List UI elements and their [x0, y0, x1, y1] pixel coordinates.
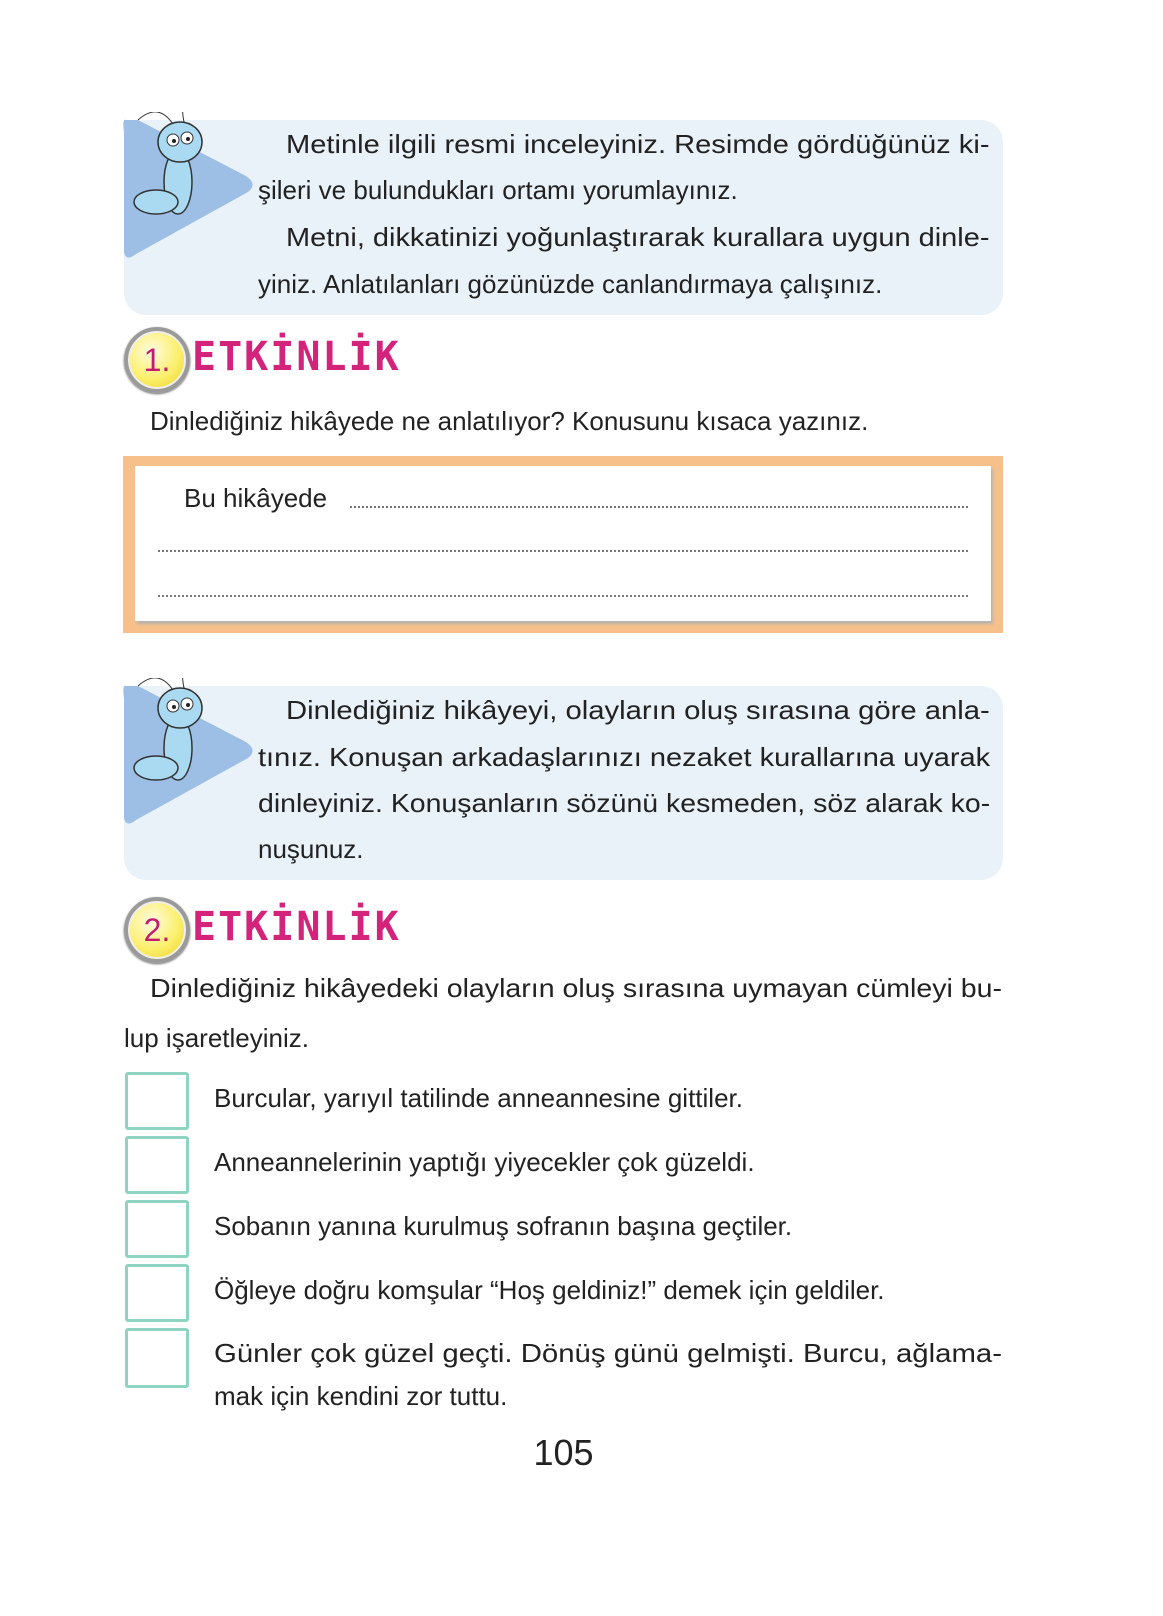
- option-text: Sobanın yanına kurulmuş sofranın başına geçtiler.: [214, 1211, 793, 1241]
- option-checkbox[interactable]: [125, 1072, 189, 1130]
- instruction-line: dinleyiniz. Konuşanların sözünü kesmeden, söz alarak ko-: [258, 788, 991, 818]
- activity-number-badge: 1.: [124, 327, 190, 393]
- answer-line[interactable]: [350, 506, 968, 508]
- answer-prefix: Bu hikâyede: [184, 483, 328, 513]
- instruction-line: Metinle ilgili resmi inceleyiniz. Resimde gördüğünüz ki-: [286, 129, 990, 159]
- option-text: Burcular, yarıyıl tatilinde anneannesine gittiler.: [214, 1083, 743, 1113]
- option-checkbox[interactable]: [125, 1264, 189, 1322]
- instruction-line: tınız. Konuşan arkadaşlarınızı nezaket kurallarına uyarak: [258, 742, 991, 772]
- option-checkbox[interactable]: [125, 1200, 189, 1258]
- activity-title: ETKİNLİK: [192, 904, 401, 950]
- activity-question: lup işaretleyiniz.: [124, 1023, 309, 1053]
- instruction-line: Metni, dikkatinizi yoğunlaştırarak kurallara uygun dinle-: [286, 222, 990, 252]
- instruction-line: Dinlediğiniz hikâyeyi, olayların oluş sırasına göre anla-: [286, 695, 990, 725]
- instruction-line: nuşunuz.: [258, 834, 364, 864]
- instruction-line: şileri ve bulundukları ortamı yorumlayınız.: [258, 175, 738, 205]
- activity-title: ETKİNLİK: [192, 334, 401, 380]
- answer-line[interactable]: [158, 595, 968, 597]
- option-checkbox[interactable]: [125, 1328, 189, 1388]
- caterpillar-illustration-2: [118, 678, 258, 830]
- option-text: Öğleye doğru komşular “Hoş geldiniz!” demek için geldiler.: [214, 1275, 885, 1305]
- activity-number-badge: 2.: [124, 897, 190, 963]
- activity-question: Dinlediğiniz hikâyedeki olayların oluş sırasına uymayan cümleyi bu-: [150, 973, 1003, 1003]
- option-checkbox[interactable]: [125, 1136, 189, 1194]
- option-text: Günler çok güzel geçti. Dönüş günü gelmişti. Burcu, ağlama-: [214, 1338, 1002, 1368]
- page-number: 105: [533, 1432, 594, 1473]
- option-text: mak için kendini zor tuttu.: [214, 1381, 508, 1411]
- activity-question: Dinlediğiniz hikâyede ne anlatılıyor? Konusunu kısaca yazınız.: [150, 406, 869, 436]
- option-text: Anneannelerinin yaptığı yiyecekler çok güzeldi.: [214, 1147, 755, 1177]
- instruction-line: yiniz. Anlatılanları gözünüzde canlandırmaya çalışınız.: [258, 269, 883, 299]
- caterpillar-illustration-1: [118, 112, 258, 264]
- answer-line[interactable]: [158, 550, 968, 552]
